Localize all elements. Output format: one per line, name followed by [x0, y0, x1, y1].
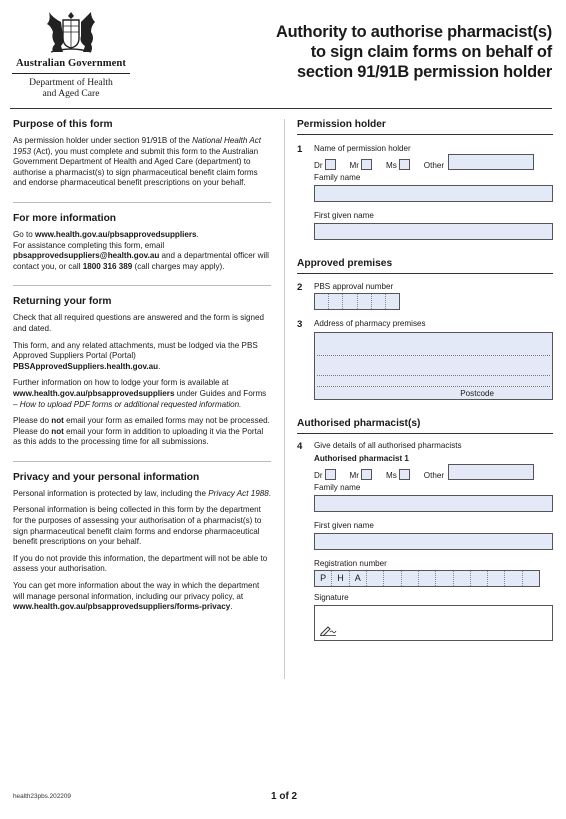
section-divider — [13, 285, 271, 286]
returning-text-4c: email your form in addition to uploading it via the Portal as this adds to the processing time for all submissions. — [13, 426, 264, 447]
purpose-heading: Purpose of this form — [13, 119, 113, 130]
form-title-line2: to sign claim forms on behalf of — [310, 43, 552, 61]
dr-label: Dr — [314, 471, 323, 480]
family-name-field[interactable] — [314, 185, 553, 202]
question-label: PBS approval number — [314, 282, 394, 291]
email-link[interactable]: pbsapprovedsuppliers@health.gov.au — [13, 251, 160, 261]
returning-text-4b: email your form as emailed forms may not be processed. Please do — [13, 416, 270, 436]
other-label: Other — [423, 471, 445, 480]
authorised-pharmacists-heading: Authorised pharmacist(s) — [297, 418, 553, 434]
mr-label: Mr — [349, 471, 359, 480]
more-info-heading: For more information — [13, 212, 117, 224]
privacy-text-2: Personal information is being collected in this form by the department for the purposes of assessing your authorisation of a pharmacist(s) to sign pharmaceutical benefit claim forms and endorse pharmaceutical benefit prescriptions on your behalf. — [13, 505, 262, 547]
address-line — [317, 375, 550, 376]
returning-text-2 — [13, 341, 271, 373]
comb-cell[interactable] — [419, 571, 436, 586]
question-number: 3 — [297, 319, 303, 330]
mr-checkbox[interactable] — [361, 469, 372, 480]
other-label: Other — [423, 161, 445, 170]
guides-link[interactable]: www.health.gov.au/pbsapprovedsuppliers — [13, 388, 175, 398]
ms-label: Ms — [385, 161, 397, 170]
form-reference: health23pbs.202209 — [13, 793, 71, 800]
privacy-text-4b: . — [230, 602, 233, 612]
privacy-section — [13, 472, 271, 613]
phone-number[interactable]: 1800 316 389 — [82, 261, 133, 271]
returning-text-3 — [13, 378, 271, 410]
returning-text-3b: under Guides and Forms – — [13, 388, 267, 409]
ms-checkbox[interactable] — [399, 469, 410, 480]
act-name: National Health Act 1953 — [13, 136, 262, 156]
header-rule — [10, 108, 552, 109]
registration-number-field[interactable] — [314, 570, 540, 587]
more-info-section — [13, 213, 271, 272]
ms-checkbox[interactable] — [399, 159, 410, 170]
family-name-label: Family name — [314, 173, 361, 182]
approved-premises-heading: Approved premises — [297, 258, 553, 274]
comb-cell[interactable] — [454, 571, 471, 586]
question-4 — [297, 441, 553, 641]
dr-label: Dr — [314, 161, 323, 170]
returning-text-2a: This form, and any related attachments, must be lodged via the PBS Approved Suppliers Portal (Portal) — [13, 340, 258, 361]
pen-icon — [319, 624, 337, 636]
information-column — [13, 119, 271, 626]
dr-checkbox[interactable] — [325, 159, 336, 170]
pbs-approval-number-field[interactable] — [314, 293, 400, 310]
purpose-section — [13, 119, 271, 189]
dr-checkbox[interactable] — [325, 469, 336, 480]
other-title-field[interactable] — [448, 464, 534, 480]
comb-cell[interactable] — [402, 571, 419, 586]
assist-text-c: (call charges may apply). — [132, 261, 225, 271]
logo-divider — [12, 73, 130, 74]
comb-cell[interactable] — [367, 571, 384, 586]
section-divider — [13, 202, 271, 203]
question-3 — [297, 319, 553, 400]
question-label: Give details of all authorised pharmacists — [314, 441, 462, 450]
first-given-name-label: First given name — [314, 211, 374, 220]
other-title-field[interactable] — [448, 154, 534, 170]
comb-cell[interactable] — [386, 294, 399, 309]
comb-cell[interactable] — [436, 571, 453, 586]
comb-cell[interactable] — [343, 294, 357, 309]
pharmacist-1-subheading: Authorised pharmacist 1 — [314, 454, 409, 463]
registration-number-label: Registration number — [314, 559, 387, 568]
privacy-text-1a: Personal information is protected by law, including the — [13, 488, 209, 498]
comb-cell-h: H — [332, 571, 349, 586]
question-number: 1 — [297, 144, 303, 155]
returning-heading: Returning your form — [13, 296, 112, 308]
address-line — [317, 386, 550, 387]
returning-text-1: Check that all required questions are answered and the form is signed and dated. — [13, 313, 265, 333]
goto-text: Go to — [13, 229, 36, 239]
question-1 — [297, 144, 553, 240]
purpose-text-a: As permission holder under section 91/91B of the — [13, 136, 193, 145]
page-number: 1 of 2 — [271, 791, 298, 802]
purpose-text-b: (Act), you must complete and submit this form to the Australian Government Department of Health and Aged Care (department) to authorise a pharmacist(s) to sign pharmaceutical benefit claim forms and endorse pharmaceutical benefit prescriptions on your behalf. — [13, 146, 259, 188]
government-name: Australian Government — [15, 58, 127, 69]
ms-label: Ms — [385, 471, 397, 480]
address-line — [317, 355, 550, 356]
form-title — [222, 22, 552, 82]
website-link[interactable]: www.health.gov.au/pbsapprovedsuppliers — [35, 229, 197, 239]
returning-text-3a: Further information on how to lodge your form is available at — [13, 378, 229, 388]
privacy-text-1b: . — [268, 488, 271, 498]
returning-section — [13, 296, 271, 448]
privacy-link[interactable]: www.health.gov.au/pbsapprovedsuppliers/forms-privacy — [13, 602, 231, 612]
more-info-text — [13, 230, 271, 272]
department-name-line1: Department of Health — [29, 77, 113, 88]
comb-cell[interactable] — [372, 294, 386, 309]
comb-cell[interactable] — [358, 294, 372, 309]
pharmacy-address-field[interactable] — [314, 332, 553, 400]
purpose-text — [13, 136, 271, 189]
guide-title: How to upload PDF forms or additional requested information. — [19, 399, 242, 409]
first-given-name-field[interactable] — [314, 533, 553, 550]
postcode-label: Postcode — [460, 389, 494, 398]
first-given-name-field[interactable] — [314, 223, 553, 240]
mr-checkbox[interactable] — [361, 159, 372, 170]
comb-cell[interactable] — [471, 571, 488, 586]
comb-cell[interactable] — [329, 294, 343, 309]
returning-text-4a: Please do — [13, 416, 52, 426]
not-emphasis-1: not — [51, 416, 64, 426]
form-title-line1: Authority to authorise pharmacist(s) — [275, 23, 552, 41]
department-name-line2: and Aged Care — [42, 88, 100, 99]
coat-of-arms-icon — [41, 8, 101, 56]
returning-text-2b: . — [158, 361, 161, 371]
portal-link[interactable]: PBSApprovedSuppliers.health.gov.au — [13, 361, 159, 371]
question-number: 4 — [297, 441, 303, 452]
privacy-text-4a: You can get more information about the way in which the department will manage personal information, including our privacy policy, at — [13, 581, 260, 601]
family-name-field[interactable] — [314, 495, 553, 512]
comb-cell-p: P — [315, 571, 332, 586]
column-divider — [284, 119, 285, 679]
family-name-label: Family name — [314, 483, 361, 492]
question-2 — [297, 282, 553, 310]
privacy-text-4 — [13, 581, 271, 613]
assist-text-b: and a departmental officer will contact you, or call — [13, 251, 269, 271]
title-options — [314, 466, 553, 480]
privacy-heading: Privacy and your personal information — [13, 471, 200, 483]
comb-cell[interactable] — [505, 571, 522, 586]
question-label: Name of permission holder — [314, 144, 411, 153]
section-divider — [13, 461, 271, 462]
first-given-name-label: First given name — [314, 521, 374, 530]
comb-cell[interactable] — [523, 571, 539, 586]
comb-cell[interactable] — [488, 571, 505, 586]
question-label: Address of pharmacy premises — [314, 319, 426, 328]
signature-label: Signature — [314, 593, 349, 602]
question-number: 2 — [297, 282, 303, 293]
signature-field[interactable] — [314, 605, 553, 641]
not-emphasis-2: not — [51, 426, 64, 436]
form-title-line3: section 91/91B permission holder — [296, 63, 552, 81]
returning-text-4 — [13, 416, 271, 448]
comb-cell-a: A — [350, 571, 367, 586]
comb-cell[interactable] — [315, 294, 329, 309]
permission-holder-heading: Permission holder — [297, 119, 553, 135]
assist-text: For assistance completing this form, email — [13, 240, 165, 250]
comb-cell[interactable] — [384, 571, 401, 586]
privacy-act-name: Privacy Act 1988 — [208, 488, 269, 498]
goto-end: . — [196, 229, 199, 239]
privacy-text-3: If you do not provide this information, the department will not be able to assess your authorisation. — [13, 553, 268, 574]
form-column — [297, 119, 553, 641]
title-options — [314, 156, 553, 170]
mr-label: Mr — [349, 161, 359, 170]
government-logo — [10, 8, 132, 99]
privacy-text-1 — [13, 489, 271, 500]
